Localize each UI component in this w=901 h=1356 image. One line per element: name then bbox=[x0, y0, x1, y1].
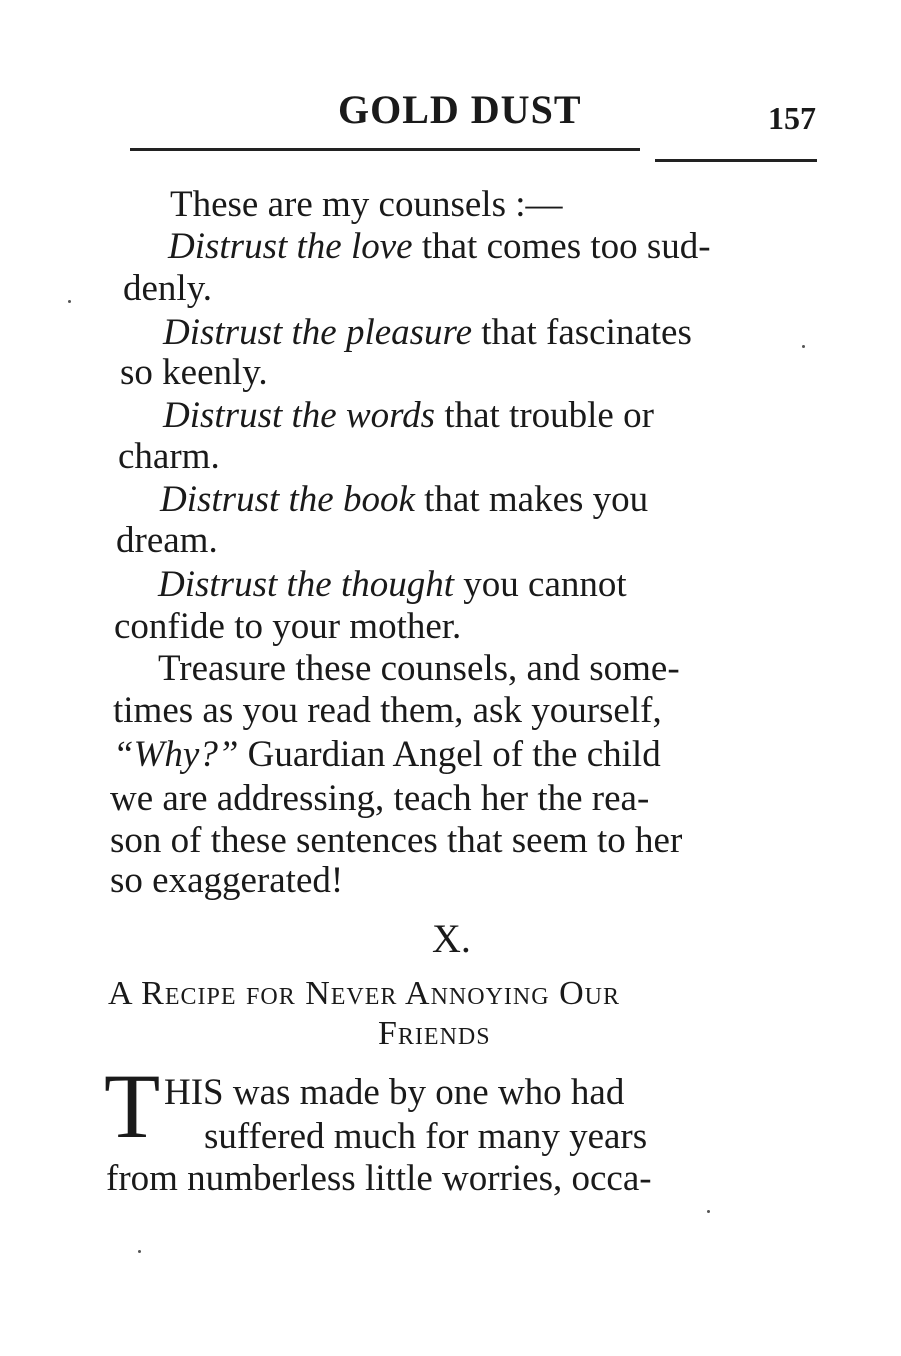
section-title: Friends bbox=[378, 1015, 491, 1052]
counsel-continuation: charm. bbox=[118, 436, 220, 477]
counsel-text: that makes you bbox=[414, 479, 649, 520]
header-rule bbox=[130, 148, 640, 151]
header-rule bbox=[655, 159, 817, 162]
counsel-italic: Distrust the love bbox=[168, 226, 413, 267]
paragraph-line: HIS was made by one who had bbox=[164, 1072, 625, 1113]
counsel-line bbox=[158, 566, 627, 603]
paragraph-text: Guardian Angel of the child bbox=[238, 734, 661, 775]
scan-speck bbox=[707, 1210, 710, 1213]
counsel-italic: Distrust the thought bbox=[158, 564, 455, 605]
counsel-continuation: dream. bbox=[116, 520, 218, 561]
paragraph-line: times as you read them, ask yourself, bbox=[113, 690, 662, 731]
paragraph-line: son of these sentences that seem to her bbox=[110, 820, 683, 861]
paragraph-line: we are addressing, teach her the rea- bbox=[110, 778, 650, 819]
counsel-line bbox=[163, 314, 692, 351]
drop-cap: T bbox=[104, 1055, 161, 1157]
scan-speck bbox=[68, 300, 71, 303]
paragraph-line: suffered much for many years bbox=[204, 1116, 648, 1157]
running-head: GOLD DUST bbox=[338, 87, 582, 132]
counsel-continuation: so keenly. bbox=[120, 352, 268, 393]
counsel-italic: Distrust the pleasure bbox=[163, 312, 473, 353]
paragraph-line: from numberless little worries, occa- bbox=[106, 1158, 652, 1199]
counsel-italic: Distrust the book bbox=[160, 479, 415, 520]
scan-speck bbox=[138, 1250, 141, 1253]
section-number: X. bbox=[432, 916, 471, 961]
section-title: A Recipe for Never Annoying Our bbox=[108, 975, 620, 1012]
counsel-text: that comes too sud- bbox=[412, 226, 711, 267]
paragraph-line bbox=[113, 736, 661, 773]
counsel-continuation: denly. bbox=[123, 268, 213, 309]
paragraph-line: so exaggerated! bbox=[110, 860, 344, 901]
paragraph-line: Treasure these counsels, and some- bbox=[158, 648, 680, 689]
why-quote: “Why?” bbox=[113, 734, 239, 775]
counsel-line bbox=[168, 228, 711, 265]
counsel-continuation: confide to your mother. bbox=[114, 606, 462, 647]
counsel-line bbox=[160, 481, 648, 518]
counsel-text: you cannot bbox=[454, 564, 627, 605]
counsel-italic: Distrust the words bbox=[163, 395, 436, 436]
scan-speck bbox=[802, 345, 805, 348]
counsel-line bbox=[163, 397, 654, 434]
page-number: 157 bbox=[768, 100, 816, 136]
counsel-text: that trouble or bbox=[435, 395, 654, 436]
counsels-intro: These are my counsels :— bbox=[170, 184, 563, 225]
counsel-text: that fascinates bbox=[472, 312, 692, 353]
